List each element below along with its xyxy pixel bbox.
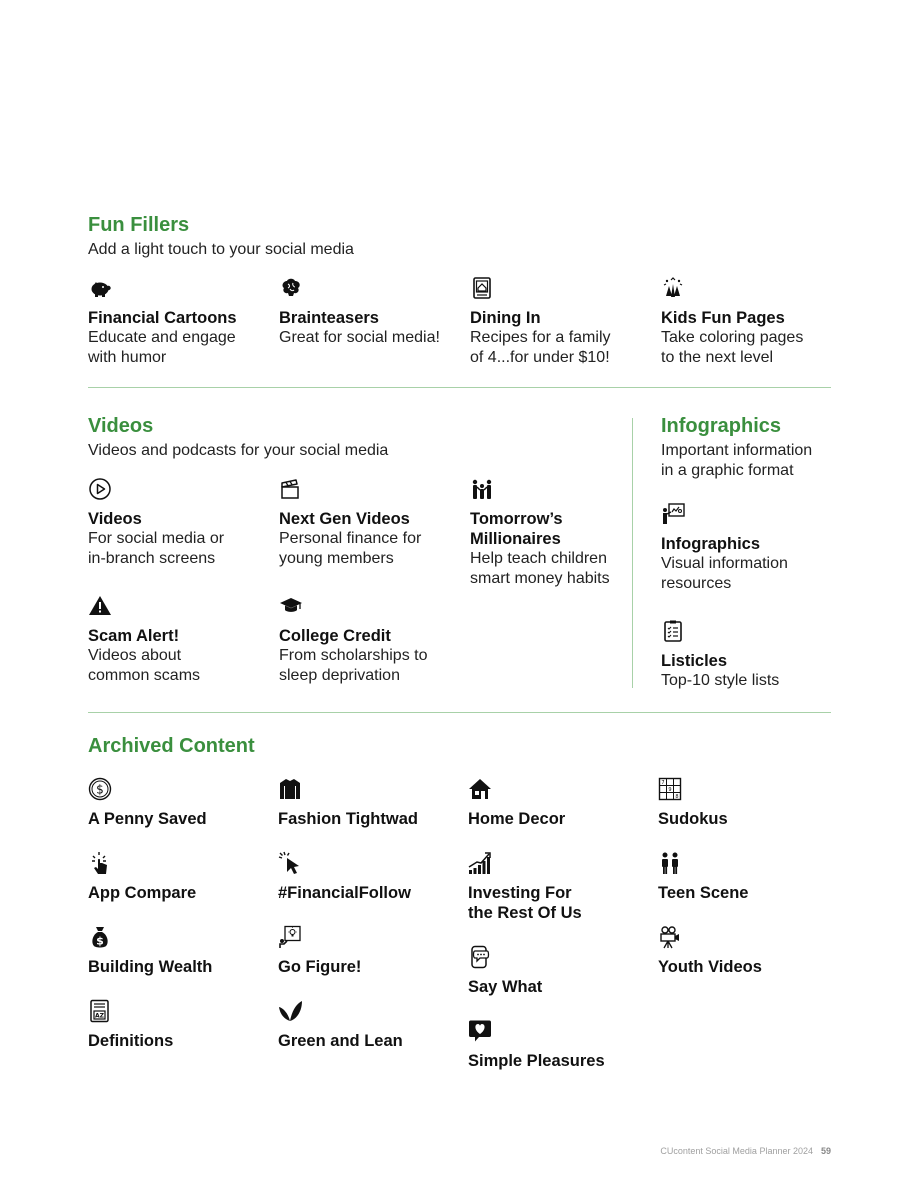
item-desc: common scams <box>88 667 201 684</box>
item-title: Scam Alert! <box>88 627 180 645</box>
item-title: Home Decor <box>468 810 566 828</box>
item-desc: For social media or <box>88 530 225 547</box>
item-title: Youth Videos <box>658 958 762 976</box>
archive-item-building-wealth[interactable] <box>88 925 268 977</box>
cursor-click-icon <box>278 851 302 875</box>
tap-finger-icon <box>88 851 112 875</box>
money-bag-icon <box>88 925 112 949</box>
item-title: Dining In <box>470 309 541 327</box>
item-desc: in-branch screens <box>88 550 216 567</box>
item-title: Next Gen Videos <box>279 510 410 528</box>
svg-text:8: 8 <box>675 794 679 800</box>
archive-item-investing[interactable] <box>468 851 648 923</box>
play-circle-icon <box>88 477 112 501</box>
video-item-next-gen[interactable] <box>279 477 459 569</box>
archive-item-say-what[interactable] <box>468 945 648 997</box>
item-desc: young members <box>279 550 394 567</box>
fun-item-dining-in[interactable] <box>470 276 650 368</box>
item-desc: Visual information <box>661 555 788 572</box>
video-camera-icon <box>658 925 682 949</box>
page-number: 59 <box>820 1146 831 1156</box>
item-title-line2: Millionaires <box>470 530 561 548</box>
video-item-tomorrows-millionaires[interactable] <box>470 477 650 589</box>
item-title: Brainteasers <box>279 309 379 327</box>
item-desc: resources <box>661 575 732 592</box>
item-title: App Compare <box>88 884 197 902</box>
info-item-infographics[interactable] <box>661 502 831 594</box>
family-icon <box>470 477 494 501</box>
archive-item-definitions[interactable] <box>88 999 268 1051</box>
item-desc: Recipes for a family <box>470 329 611 346</box>
archived-title: Archived Content <box>88 735 255 757</box>
fun-item-financial-cartoons[interactable] <box>88 276 268 368</box>
item-title: Infographics <box>661 535 761 553</box>
item-title: Green and Lean <box>278 1032 403 1050</box>
dictionary-icon <box>88 999 112 1023</box>
video-item-college-credit[interactable] <box>279 594 459 686</box>
video-item-videos[interactable] <box>88 477 268 569</box>
item-title: Fashion Tightwad <box>278 810 418 828</box>
item-title: #FinancialFollow <box>278 884 411 902</box>
section-divider <box>88 387 831 388</box>
item-title: Say What <box>468 978 543 996</box>
item-desc: Top-10 style lists <box>661 672 780 689</box>
item-desc: smart money habits <box>470 570 610 587</box>
videos-subtitle: Videos and podcasts for your social media <box>88 442 389 459</box>
svg-text:9: 9 <box>668 787 672 793</box>
dollar-coin-icon <box>88 777 112 801</box>
recipe-card-icon <box>470 276 494 300</box>
item-title: Definitions <box>88 1032 174 1050</box>
item-title: Sudokus <box>658 810 728 828</box>
page-footer <box>660 1146 831 1156</box>
item-desc: Great for social media! <box>279 329 440 346</box>
info-item-listicles[interactable] <box>661 619 831 691</box>
sweater-icon <box>278 777 302 801</box>
svg-text:$: $ <box>96 782 104 797</box>
archive-item-penny-saved[interactable] <box>88 777 268 829</box>
item-title: Simple Pleasures <box>468 1052 605 1070</box>
teens-icon <box>658 851 682 875</box>
item-title: Teen Scene <box>658 884 749 902</box>
item-title: Kids Fun Pages <box>661 309 785 327</box>
column-divider <box>632 418 633 688</box>
item-desc: of 4...for under $10! <box>470 349 610 366</box>
svg-text:$: $ <box>96 934 104 948</box>
archive-item-financial-follow[interactable] <box>278 851 458 903</box>
archive-item-green-lean[interactable] <box>278 999 458 1051</box>
item-title: Go Figure! <box>278 958 362 976</box>
house-icon <box>468 777 492 801</box>
item-desc: to the next level <box>661 349 774 366</box>
clapperboard-icon <box>279 477 303 501</box>
item-desc: Personal finance for <box>279 530 422 547</box>
archive-item-teen-scene[interactable] <box>658 851 838 903</box>
fun-item-kids-fun-pages[interactable] <box>661 276 841 368</box>
speech-phone-icon <box>468 945 492 969</box>
item-desc: with humor <box>88 349 167 366</box>
archive-item-sudokus[interactable] <box>658 777 838 829</box>
item-desc: Educate and engage <box>88 329 236 346</box>
warning-icon <box>88 594 112 618</box>
infographics-title: Infographics <box>661 415 782 437</box>
sudoku-grid-icon <box>658 777 682 801</box>
item-desc: From scholarships to <box>279 647 428 664</box>
idea-board-icon <box>278 925 302 949</box>
archive-item-fashion-tightwad[interactable] <box>278 777 458 829</box>
svg-text:7: 7 <box>661 780 665 786</box>
leaves-icon <box>278 999 302 1023</box>
infographics-subtitle: Important information <box>661 442 813 459</box>
clipboard-list-icon <box>661 619 685 643</box>
heart-chat-icon <box>468 1019 492 1043</box>
item-title: Videos <box>88 510 142 528</box>
item-desc: sleep deprivation <box>279 667 400 684</box>
archive-item-app-compare[interactable] <box>88 851 268 903</box>
section-divider <box>88 712 831 713</box>
infographics-subtitle: in a graphic format <box>661 462 794 479</box>
footer-text: CUcontent Social Media Planner 2024 <box>660 1146 813 1156</box>
item-title: A Penny Saved <box>88 810 207 828</box>
growth-chart-icon <box>468 851 492 875</box>
item-desc: Videos about <box>88 647 182 664</box>
fun-fillers-subtitle: Add a light touch to your social media <box>88 241 354 258</box>
item-title: College Credit <box>279 627 391 645</box>
item-title: Tomorrow’s <box>470 510 563 528</box>
crayons-icon <box>661 276 685 300</box>
videos-title: Videos <box>88 415 154 437</box>
item-desc: Help teach children <box>470 550 607 567</box>
archive-item-youth-videos[interactable] <box>658 925 838 977</box>
archive-item-go-figure[interactable] <box>278 925 458 977</box>
item-title: Building Wealth <box>88 958 213 976</box>
fun-item-brainteasers[interactable] <box>279 276 459 348</box>
item-title: Financial Cartoons <box>88 309 237 327</box>
item-desc: Take coloring pages <box>661 329 804 346</box>
item-title: Investing For <box>468 884 572 902</box>
svg-text:AZ: AZ <box>95 1012 104 1020</box>
video-item-scam-alert[interactable] <box>88 594 268 686</box>
piggy-bank-icon <box>88 276 112 300</box>
archive-item-home-decor[interactable] <box>468 777 648 829</box>
fun-fillers-title: Fun Fillers <box>88 214 190 236</box>
presentation-icon <box>661 502 685 526</box>
item-title-line2: the Rest Of Us <box>468 904 582 922</box>
archive-item-simple-pleasures[interactable] <box>468 1019 648 1071</box>
brain-icon <box>279 276 303 300</box>
graduation-cap-icon <box>279 594 303 618</box>
item-title: Listicles <box>661 652 728 670</box>
